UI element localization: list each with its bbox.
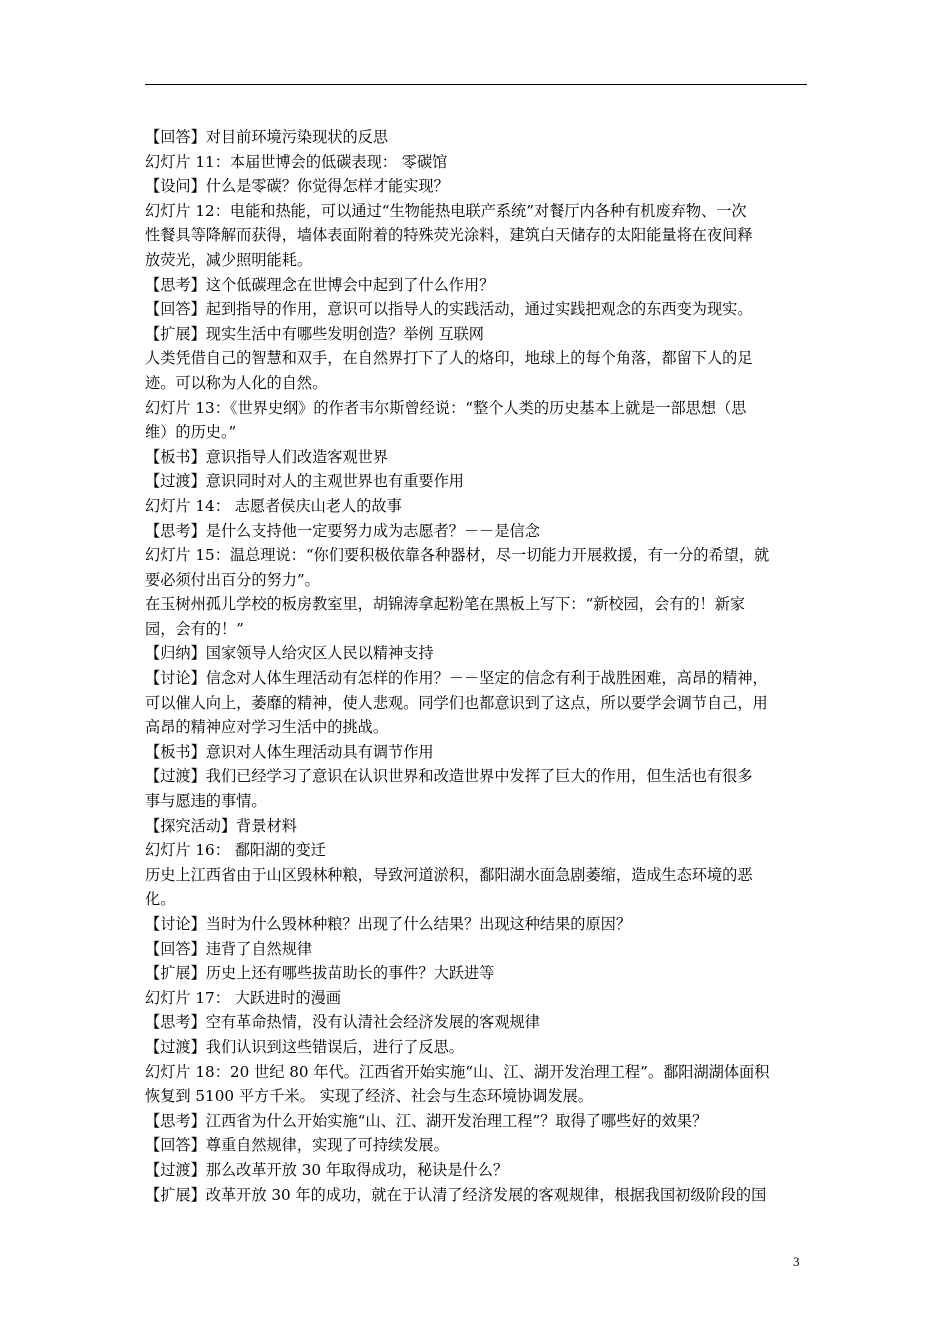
text-line: 【思考】江西省为什么开始实施“山、江、湖开发治理工程”？取得了哪些好的效果？ <box>145 1111 708 1130</box>
text-line: 可以催人向上，萎靡的精神，使人悲观。同学们也都意识到了这点，所以要学会调节自己，用 <box>145 693 768 712</box>
text-line: 事与愿违的事情。 <box>145 792 267 811</box>
text-line: 历史上江西省由于山区毁林种粮，导致河道淤积，鄱阳湖水面急剧萎缩，造成生态环境的恶 <box>145 865 753 884</box>
text-line: 【扩展】现实生活中有哪些发明创造？举例 互联网 <box>145 324 484 343</box>
text-line: 【回答】违背了自然规律 <box>145 939 313 958</box>
text-line: 在玉树州孤儿学校的板房教室里，胡锦涛拿起粉笔在黑板上写下：“新校园，会有的！新家 <box>145 595 746 614</box>
header-rule <box>145 84 807 85</box>
text-line: 【讨论】信念对人体生理活动有怎样的作用？－－坚定的信念有利于战胜困难，高昂的精神， <box>145 669 768 688</box>
text-line: 高昂的精神应对学习生活中的挑战。 <box>145 718 388 737</box>
text-line: 【扩展】改革开放 30 年的成功，就在于认清了经济发展的客观规律，根据我国初级阶段的国 <box>145 1185 767 1204</box>
text-line: 【设问】什么是零碳？你觉得怎样才能实现？ <box>145 177 449 196</box>
text-line: 幻灯片 11：本届世博会的低碳表现： 零碳馆 <box>145 152 448 171</box>
text-line: 幻灯片 17： 大跃进时的漫画 <box>145 988 342 1007</box>
text-line: 【过渡】我们已经学习了意识在认识世界和改造世界中发挥了巨大的作用，但生活也有很多 <box>145 767 753 786</box>
text-line: 园，会有的！” <box>145 619 244 638</box>
text-line: 【扩展】历史上还有哪些拔苗助长的事件？大跃进等 <box>145 964 495 983</box>
text-line: 【过渡】意识同时对人的主观世界也有重要作用 <box>145 472 464 491</box>
text-line: 化。 <box>145 890 176 909</box>
text-line: 迹。可以称为人化的自然。 <box>145 373 328 392</box>
text-line: 【过渡】我们认识到这些错误后，进行了反思。 <box>145 1037 464 1056</box>
text-line: 幻灯片 15：温总理说：“你们要积极依靠各种器材，尽一切能力开展救援，有一分的希望，就 <box>145 546 770 565</box>
text-line: 恢复到 5100 平方千米。 实现了经济、社会与生态环境协调发展。 <box>145 1087 594 1106</box>
text-line: 【思考】空有革命热情，没有认清社会经济发展的客观规律 <box>145 1013 540 1032</box>
text-line: 幻灯片 18：20 世纪 80 年代。江西省开始实施“山、江、湖开发治理工程”。鄱阳湖湖体面积 <box>145 1062 770 1081</box>
text-line: 【思考】这个低碳理念在世博会中起到了什么作用？ <box>145 275 495 294</box>
text-line: 【过渡】那么改革开放 30 年取得成功，秘诀是什么？ <box>145 1160 509 1179</box>
text-line: 人类凭借自己的智慧和双手，在自然界打下了人的烙印，地球上的每个角落，都留下人的足 <box>145 349 753 368</box>
text-line: 【思考】是什么支持他一定要努力成为志愿者？－－是信念 <box>145 521 540 540</box>
text-line: 性餐具等降解而获得，墙体表面附着的特殊荧光涂料，建筑白天储存的太阳能量将在夜间释 <box>145 226 753 245</box>
text-line: 【板书】意识指导人们改造客观世界 <box>145 447 388 466</box>
text-line: 幻灯片 13：《世界史纲》的作者韦尔斯曾经说：“整个人类的历史基本上就是一部思想（思 <box>145 398 747 417</box>
text-line: 【讨论】当时为什么毁林种粮？出现了什么结果？出现这种结果的原因？ <box>145 915 631 933</box>
text-line: 【探究活动】背景材料 <box>145 816 297 835</box>
text-line: 幻灯片 12：电能和热能，可以通过“生物能热电联产系统”对餐厅内各种有机废弃物、一次 <box>145 201 747 220</box>
text-line: 放荧光，减少照明能耗。 <box>145 250 313 269</box>
page-number: 3 <box>793 1254 800 1269</box>
text-line: 【板书】意识对人体生理活动具有调节作用 <box>145 742 434 761</box>
text-line: 【归纳】国家领导人给灾区人民以精神支持 <box>145 644 434 663</box>
text-line: 维）的历史。” <box>145 423 237 442</box>
text-line: 要必须付出百分的努力”。 <box>145 570 320 589</box>
text-line: 幻灯片 16： 鄱阳湖的变迁 <box>145 841 326 860</box>
text-line: 【回答】对目前环境污染现状的反思 <box>145 128 388 146</box>
document-body <box>145 125 810 1207</box>
text-line: 【回答】尊重自然规律，实现了可持续发展。 <box>145 1136 449 1155</box>
text-line: 【回答】起到指导的作用，意识可以指导人的实践活动，通过实践把观念的东西变为现实。 <box>145 300 753 319</box>
text-line: 幻灯片 14： 志愿者侯庆山老人的故事 <box>145 496 402 515</box>
